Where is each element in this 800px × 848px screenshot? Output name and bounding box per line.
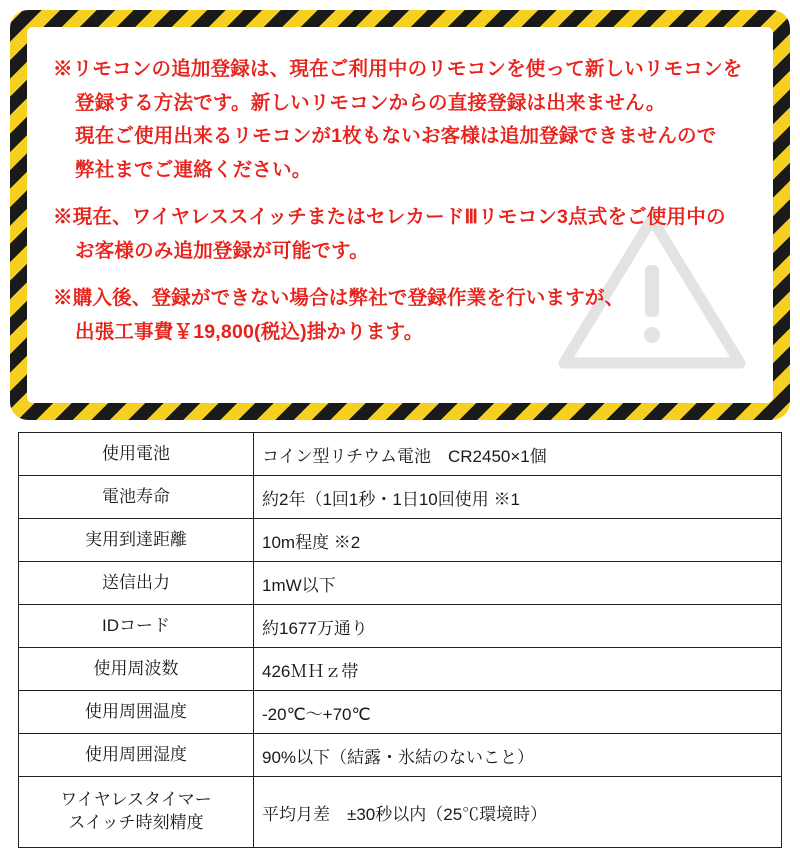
spec-value: 約2年（1回1秒・1日10回使用 ※1	[254, 476, 782, 519]
warning-notice-inner	[27, 27, 773, 403]
spec-label: 使用周囲温度	[19, 691, 254, 734]
spec-label: IDコード	[19, 605, 254, 648]
spec-label: 使用周囲湿度	[19, 734, 254, 777]
spec-value: 1mW以下	[254, 562, 782, 605]
spec-value: 90%以下（結露・氷結のないこと）	[254, 734, 782, 777]
spec-label: 使用周波数	[19, 648, 254, 691]
notice-line: 弊社までご連絡ください。	[75, 158, 312, 181]
spec-value: 426ＭＨｚ帯	[254, 648, 782, 691]
spec-table	[18, 432, 782, 848]
notice-line: ※購入後、登録ができない場合は弊社で登録作業を行いますが、	[53, 287, 625, 310]
table-row	[19, 433, 782, 476]
table-row	[19, 691, 782, 734]
table-row	[19, 562, 782, 605]
notice-line: ※リモコンの追加登録は、現在ご利用中のリモコンを使って新しいリモコンを	[53, 58, 743, 80]
spec-label: ワイヤレスタイマー スイッチ時刻精度	[19, 777, 254, 848]
spec-label: 送信出力	[19, 562, 254, 605]
warning-notice-box	[10, 10, 790, 420]
spec-value: コイン型リチウム電池 CR2450×1個	[254, 433, 782, 476]
warning-notice-text	[53, 53, 747, 349]
table-row	[19, 648, 782, 691]
table-row	[19, 519, 782, 562]
spec-value: 10m程度 ※2	[254, 519, 782, 562]
spec-label: 使用電池	[19, 433, 254, 476]
notice-line: ※現在、ワイヤレススイッチまたはセレカードⅢリモコン3点式をご使用中の	[53, 206, 726, 229]
notice-paragraph-3	[53, 282, 747, 349]
table-row	[19, 777, 782, 848]
table-row	[19, 734, 782, 777]
spec-label: 実用到達距離	[19, 519, 254, 562]
spec-label: 電池寿命	[19, 476, 254, 519]
spec-value: 平均月差 ±30秒以内（25℃環境時）	[254, 777, 782, 848]
notice-paragraph-2	[53, 201, 747, 268]
notice-line: 出張工事費￥19,800(税込)掛かります。	[75, 320, 424, 343]
table-row	[19, 476, 782, 519]
notice-line: 登録する方法です。新しいリモコンからの直接登録は出来ません。	[75, 91, 666, 114]
spec-value: 約1677万通り	[254, 605, 782, 648]
notice-line: 現在ご使用出来るリモコンが1枚もないお客様は追加登録できませんので	[75, 125, 717, 148]
spec-table-container	[18, 432, 782, 848]
notice-line: お客様のみ追加登録が可能です。	[75, 239, 369, 262]
notice-paragraph-1	[53, 53, 747, 187]
spec-value: -20℃～+70℃	[254, 691, 782, 734]
table-row	[19, 605, 782, 648]
